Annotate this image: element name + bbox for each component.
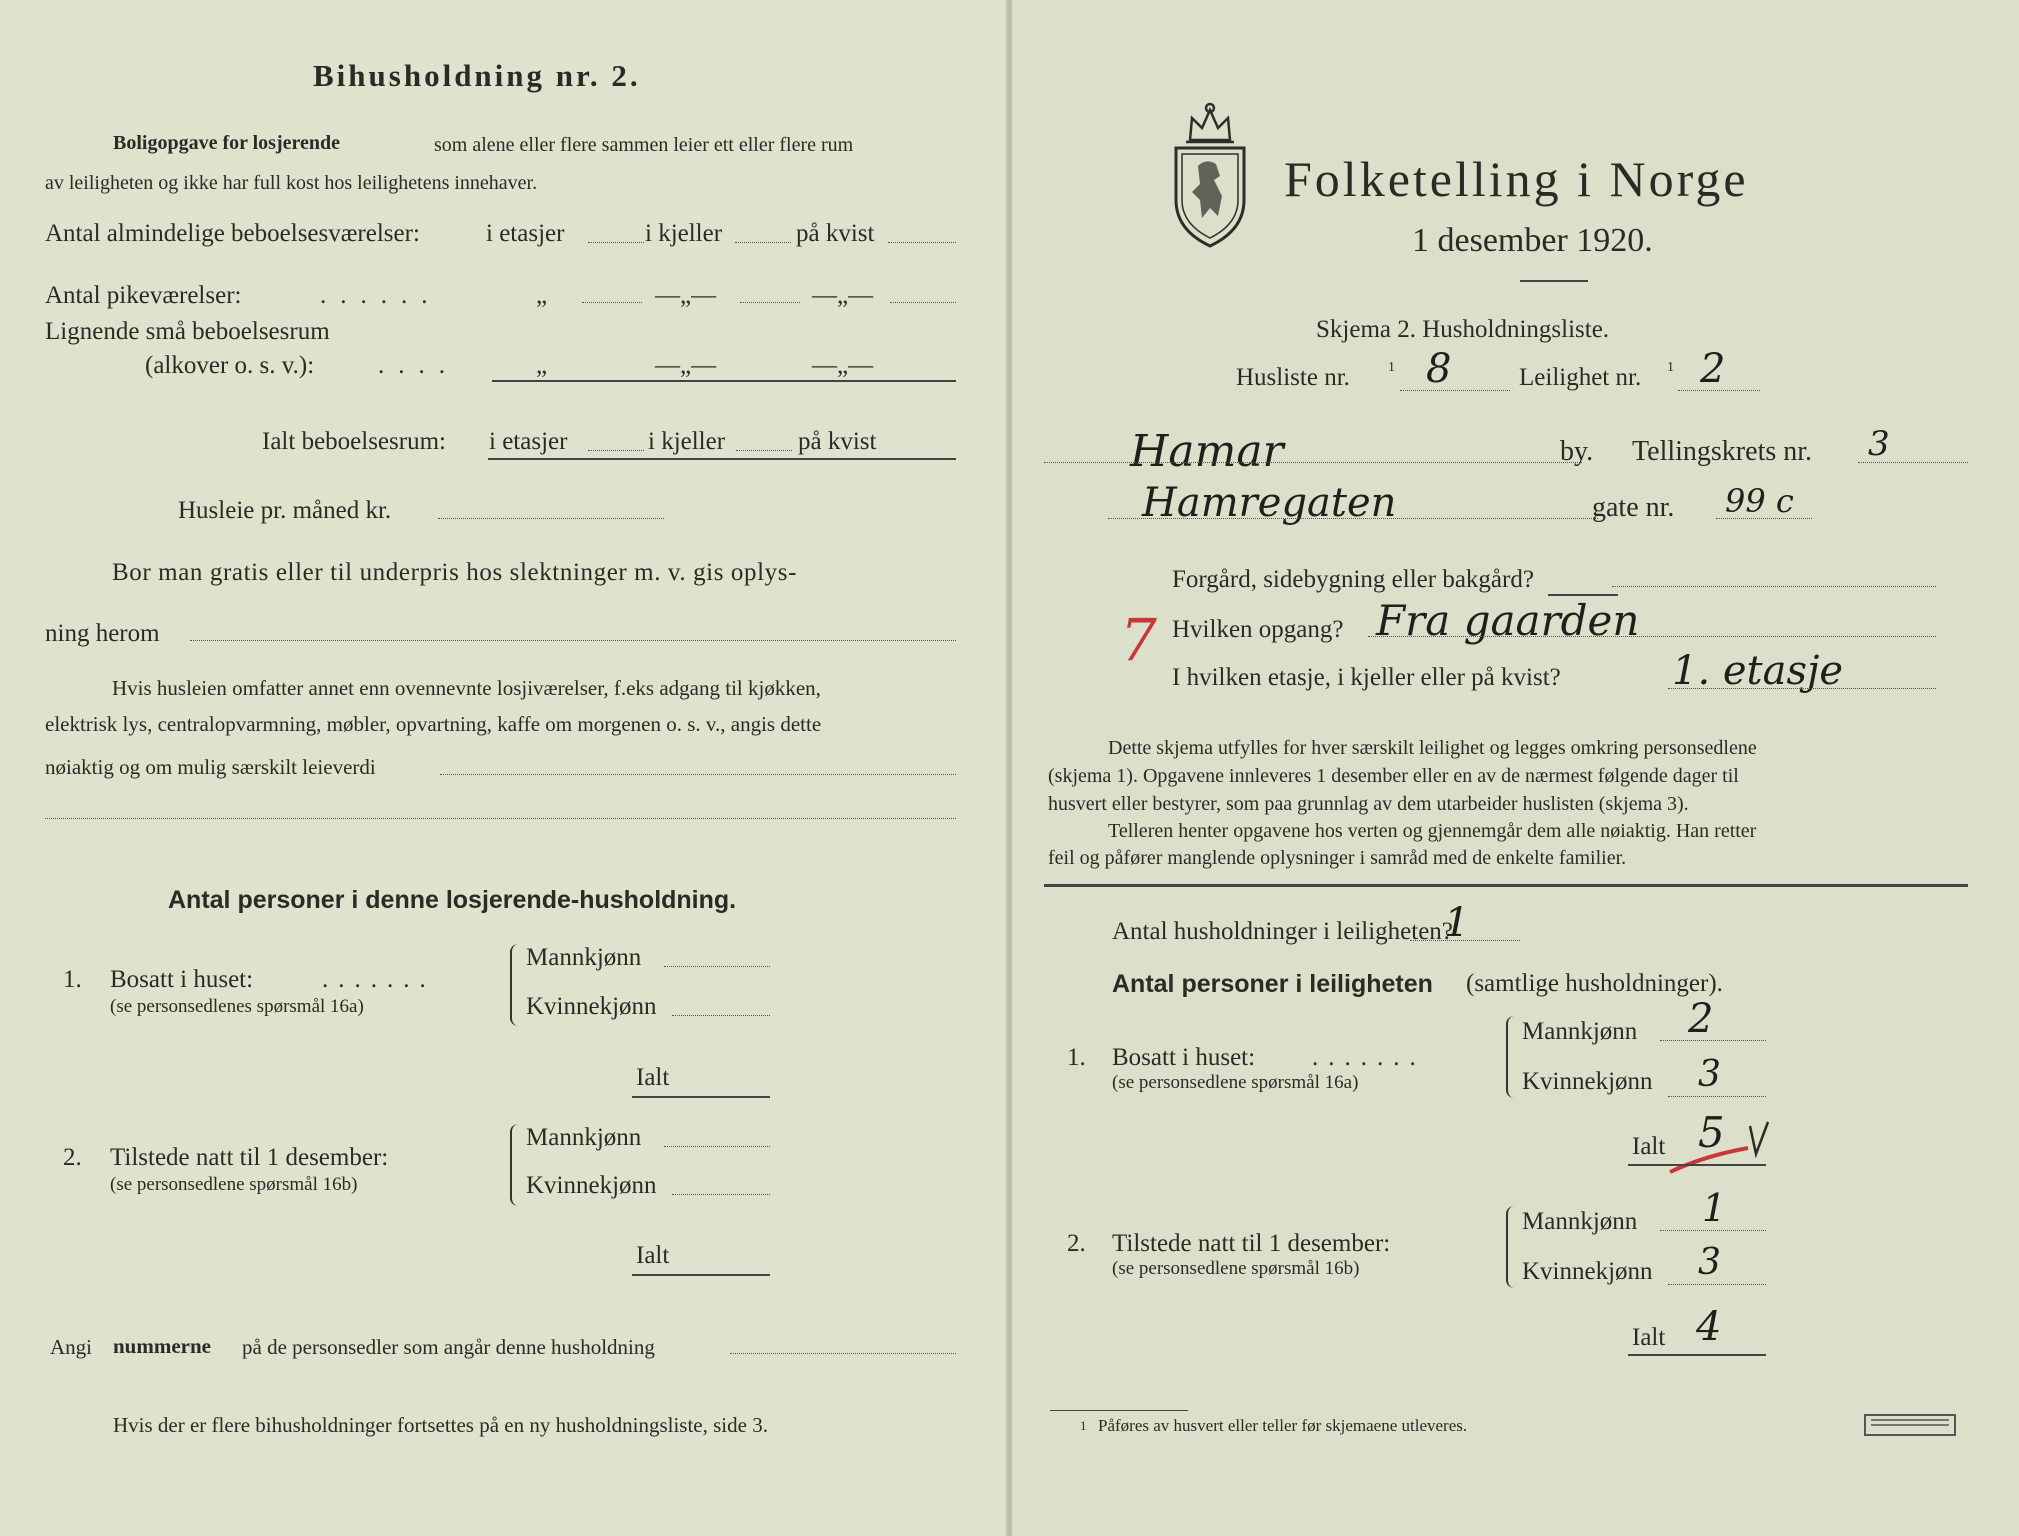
forgard-field[interactable]	[1612, 586, 1936, 587]
left-q1-male-label: Mannkjønn	[526, 944, 642, 971]
total-attic-label: på kvist	[798, 428, 877, 455]
right-q1-female-label: Kvinnekjønn	[1522, 1068, 1653, 1095]
right-q2-total-value[interactable]: 4	[1696, 1304, 1722, 1350]
etasje-label: I hvilken etasje, i kjeller eller på kvist?	[1172, 664, 1561, 691]
total-basement-field[interactable]	[736, 450, 792, 451]
etasje-field	[1668, 688, 1936, 689]
rooms-floors-label: i etasjer	[486, 220, 565, 247]
left-q2-total-label: Ialt	[636, 1242, 670, 1269]
numbers-pre: Angi	[50, 1335, 92, 1359]
right-q1-num: 1.	[1067, 1044, 1086, 1071]
right-q1-label: Bosatt i huset:	[1112, 1044, 1256, 1071]
right-q2-female-field	[1668, 1284, 1766, 1285]
alcove-label: (alkover o. s. v.):	[145, 352, 315, 379]
households-field	[1410, 940, 1520, 941]
alcove-underline	[492, 380, 956, 382]
free-line2: ning herom	[45, 620, 160, 647]
info-line3: husvert eller bestyrer, som paa grunnlag av dem utarbeider huslisten (skjema 3).	[1048, 793, 1689, 815]
left-q1-brace	[510, 944, 522, 1026]
left-q1-female-field[interactable]	[672, 1015, 770, 1016]
opgang-value[interactable]: Fra gaarden	[1376, 596, 1640, 645]
right-q1-brace	[1506, 1016, 1518, 1098]
footnote-rule	[1050, 1410, 1188, 1411]
left-q1-female-label: Kvinnekjønn	[526, 993, 657, 1020]
street-value[interactable]: Hamregaten	[1142, 480, 1397, 526]
info-line2: (skjema 1). Opgavene innleveres 1 desember eller en av de nærmest følgende dager til	[1048, 765, 1739, 787]
printer-stamp	[1864, 1414, 1956, 1436]
continue-note: Hvis der er flere bihusholdninger fortsettes på en ny husholdningsliste, side 3.	[113, 1413, 768, 1437]
maid-floors-field[interactable]	[582, 302, 642, 303]
right-q2-sub: (se personsedlene spørsmål 16b)	[1112, 1258, 1360, 1279]
free-field[interactable]	[190, 640, 956, 641]
left-q2-brace	[510, 1124, 522, 1206]
leilighet-label: Leilighet nr.	[1519, 364, 1642, 391]
right-q2-female-label: Kvinnekjønn	[1522, 1258, 1653, 1285]
rooms-attic-field[interactable]	[888, 242, 956, 243]
gate-field	[1716, 518, 1812, 519]
right-q2-male-value[interactable]: 1	[1702, 1186, 1727, 1230]
left-q1-total-label: Ialt	[636, 1064, 670, 1091]
households-label: Antal husholdninger i leiligheten?	[1112, 918, 1453, 945]
right-q1-female-field	[1668, 1096, 1766, 1097]
persons-heading-left: Antal personer i denne losjerende-husholdning.	[168, 886, 737, 914]
maid-basement-field[interactable]	[740, 302, 800, 303]
left-q2-male-field[interactable]	[664, 1146, 770, 1147]
coat-of-arms-icon	[1162, 100, 1258, 252]
left-q2-female-field[interactable]	[672, 1194, 770, 1195]
rooms-label: Antal almindelige beboelsesværelser:	[45, 220, 420, 247]
schema-label: Skjema 2. Husholdningsliste.	[1316, 316, 1610, 343]
left-page	[0, 0, 1008, 1536]
alcove-ditto-2: —„—	[655, 352, 717, 379]
left-q1-leader: .......	[322, 966, 436, 993]
footnote-text: Påføres av husvert eller teller før skjemaene utleveres.	[1098, 1416, 1468, 1435]
red-correction-mark	[1664, 1114, 1774, 1184]
right-q1-male-value[interactable]: 2	[1688, 996, 1714, 1042]
maid-leader: ......	[320, 282, 442, 309]
by-label: by.	[1560, 436, 1594, 467]
total-basement-label: i kjeller	[648, 428, 726, 455]
total-underline	[488, 458, 956, 460]
rent-field[interactable]	[438, 518, 664, 519]
rent-note-field-1[interactable]	[440, 774, 956, 775]
left-q2-female-label: Kvinnekjønn	[526, 1172, 657, 1199]
right-q1-female-value[interactable]: 3	[1698, 1054, 1721, 1095]
persons-heading-right: Antal personer i leiligheten	[1112, 970, 1433, 998]
numbers-field[interactable]	[730, 1353, 956, 1354]
left-title: Bihusholdning nr. 2.	[313, 58, 641, 93]
info-line5: feil og påfører manglende oplysninger i samråd med de enkelte familier.	[1048, 847, 1627, 869]
right-q2-male-field	[1660, 1230, 1766, 1231]
right-q2-female-value[interactable]: 3	[1698, 1242, 1721, 1283]
left-q2-num: 2.	[63, 1144, 82, 1171]
city-value[interactable]: Hamar	[1130, 426, 1284, 477]
maid-attic-field[interactable]	[890, 302, 956, 303]
total-floors-field[interactable]	[588, 450, 644, 451]
left-q2-male-label: Mannkjønn	[526, 1124, 642, 1151]
forgard-label: Forgård, sidebygning eller bakgård?	[1172, 566, 1534, 593]
persons-heading-rest: (samtlige husholdninger).	[1466, 970, 1723, 997]
left-q1-label: Bosatt i huset:	[110, 966, 254, 993]
opgang-field	[1368, 636, 1936, 637]
rooms-basement-field[interactable]	[735, 242, 791, 243]
right-q2-label: Tilstede natt til 1 desember:	[1112, 1230, 1391, 1257]
right-q1-total-field	[1628, 1164, 1766, 1166]
maid-ditto-1: „	[536, 282, 548, 309]
left-q2-label: Tilstede natt til 1 desember:	[110, 1144, 389, 1171]
maid-label: Antal pikeværelser:	[45, 282, 242, 309]
rent-note-field-2[interactable]	[45, 818, 956, 819]
city-field	[1044, 462, 1582, 463]
street-field	[1108, 518, 1598, 519]
etasje-value[interactable]: 1. etasje	[1672, 648, 1844, 694]
rooms-floors-field[interactable]	[588, 242, 644, 243]
right-title: Folketelling i Norge	[1284, 151, 1749, 207]
alcove-ditto-3: —„—	[812, 352, 874, 379]
intro-line2: av leiligheten og ikke har full kost hos leilighetens innehaver.	[45, 172, 538, 194]
rent-note3: nøiaktig og om mulig særskilt leieverdi	[45, 755, 376, 779]
left-q1-total-field[interactable]	[632, 1096, 770, 1098]
tellingskrets-value[interactable]: 3	[1868, 424, 1890, 464]
rent-note1: Hvis husleien omfatter annet enn ovennevnte losjiværelser, f.eks adgang til kjøkken,	[112, 676, 821, 700]
leilighet-footnote-mark: 1	[1667, 360, 1674, 375]
info-line4: Telleren henter opgavene hos verten og gjennemgår dem alle nøiaktig. Han retter	[1108, 820, 1757, 842]
right-q1-male-label: Mannkjønn	[1522, 1018, 1638, 1045]
free-line1: Bor man gratis eller til underpris hos slektninger m. v. gis oplys-	[112, 559, 798, 586]
husliste-label: Husliste nr.	[1236, 364, 1350, 391]
husliste-field	[1400, 390, 1510, 391]
maid-ditto-2: —„—	[655, 282, 717, 309]
tellingskrets-label: Tellingskrets nr.	[1632, 436, 1813, 467]
title-divider	[1520, 280, 1588, 282]
footnote-mark: 1	[1080, 1418, 1087, 1433]
maid-ditto-3: —„—	[812, 282, 874, 309]
left-q1-male-field[interactable]	[664, 966, 770, 967]
left-q1-num: 1.	[63, 966, 82, 993]
opgang-label: Hvilken opgang?	[1172, 616, 1344, 643]
right-q2-male-label: Mannkjønn	[1522, 1208, 1638, 1235]
alcove-ditto-1: „	[536, 352, 548, 379]
numbers-post: på de personsedler som angår denne husholdning	[242, 1335, 655, 1359]
info-line1: Dette skjema utfylles for hver særskilt leilighet og legges omkring personsedlene	[1108, 737, 1757, 759]
rent-note2: elektrisk lys, centralopvarmning, møbler, opvartning, kaffe om morgenen o. s. v., angis dette	[45, 712, 822, 736]
numbers-bold: nummerne	[113, 1334, 211, 1358]
census-date: 1 desember 1920.	[1412, 222, 1653, 259]
right-q2-total-field	[1628, 1354, 1766, 1356]
tellingskrets-field	[1858, 462, 1968, 463]
margin-mark-red: 7	[1120, 606, 1157, 674]
total-rooms-label: Ialt beboelsesrum:	[262, 428, 446, 455]
left-q2-sub: (se personsedlene spørsmål 16b)	[110, 1174, 358, 1195]
leilighet-value[interactable]: 2	[1700, 346, 1726, 392]
rent-label: Husleie pr. måned kr.	[178, 497, 392, 524]
households-value[interactable]: 1	[1444, 900, 1470, 946]
leilighet-field	[1678, 390, 1760, 391]
right-q1-sub: (se personsedlene spørsmål 16a)	[1112, 1072, 1359, 1093]
total-floors-label: i etasjer	[489, 428, 568, 455]
rooms-attic-label: på kvist	[796, 220, 875, 247]
gate-value[interactable]: 99 c	[1725, 482, 1794, 520]
intro-rest: som alene eller flere sammen leier ett eller flere rum	[434, 134, 854, 156]
right-q2-brace	[1506, 1206, 1518, 1288]
husliste-value[interactable]: 8	[1426, 346, 1452, 392]
rooms-basement-label: i kjeller	[645, 220, 723, 247]
husliste-footnote-mark: 1	[1388, 360, 1395, 375]
right-page	[1012, 0, 2019, 1536]
gate-label: gate nr.	[1592, 492, 1675, 523]
alcove-leader: ....	[378, 352, 459, 379]
right-q1-male-field	[1660, 1040, 1766, 1041]
left-q1-sub: (se personsedlenes spørsmål 16a)	[110, 996, 364, 1017]
right-q1-leader: .......	[1312, 1044, 1426, 1071]
info-divider	[1044, 884, 1968, 887]
right-q2-total-label: Ialt	[1632, 1324, 1666, 1351]
intro-bold: Boligopgave for losjerende	[113, 132, 341, 154]
right-q1-total-value[interactable]: 5	[1698, 1108, 1725, 1157]
right-q1-total-label: Ialt	[1632, 1133, 1666, 1160]
left-q2-total-field[interactable]	[632, 1274, 770, 1276]
similar-label: Lignende små beboelsesrum	[45, 318, 330, 345]
right-q2-num: 2.	[1067, 1230, 1086, 1257]
